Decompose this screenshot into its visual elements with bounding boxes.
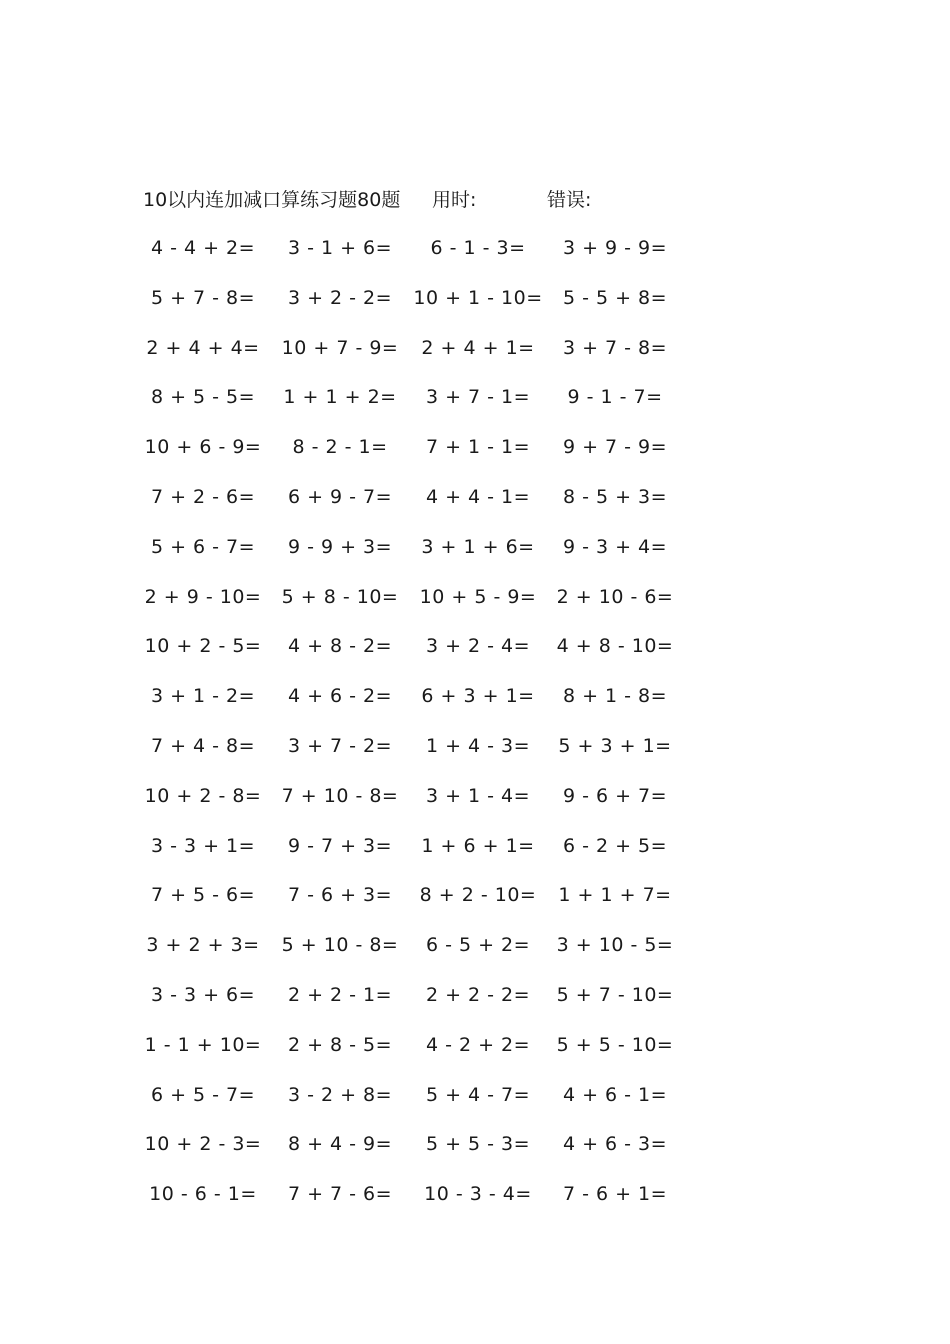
math-problem: 3 + 7 - 2= xyxy=(287,734,393,757)
math-problem: 3 + 7 - 1= xyxy=(425,386,531,409)
math-problem: 6 + 5 - 7= xyxy=(150,1083,256,1106)
problem-row xyxy=(0,1021,950,1071)
math-problem: 9 - 1 - 7= xyxy=(567,386,663,409)
problem-row xyxy=(0,423,950,473)
math-problem: 1 + 4 - 3= xyxy=(425,734,531,757)
math-problem: 7 + 2 - 6= xyxy=(150,485,256,508)
math-problem: 10 + 5 - 9= xyxy=(419,585,537,608)
problem-row xyxy=(0,324,950,374)
math-problem: 5 + 5 - 3= xyxy=(425,1133,531,1156)
math-problem: 3 - 3 + 1= xyxy=(150,834,256,857)
math-problem: 1 - 1 + 10= xyxy=(144,1033,262,1056)
math-problem: 7 + 1 - 1= xyxy=(425,436,531,459)
math-problem: 2 + 10 - 6= xyxy=(556,585,674,608)
math-problem: 10 - 6 - 1= xyxy=(149,1183,257,1206)
math-problem: 1 + 6 + 1= xyxy=(421,834,535,857)
math-problem: 8 + 5 - 5= xyxy=(150,386,256,409)
math-problem: 2 + 9 - 10= xyxy=(144,585,262,608)
math-problem: 3 + 10 - 5= xyxy=(556,934,674,957)
problem-row xyxy=(0,672,950,722)
math-problem: 7 + 5 - 6= xyxy=(150,884,256,907)
math-problem: 2 + 4 + 4= xyxy=(146,336,260,359)
math-problem: 10 + 7 - 9= xyxy=(281,336,399,359)
math-problem: 5 + 6 - 7= xyxy=(150,535,256,558)
math-problem: 10 + 2 - 8= xyxy=(144,784,262,807)
problem-row xyxy=(0,473,950,523)
math-problem: 7 + 7 - 6= xyxy=(287,1183,393,1206)
math-problem: 9 - 9 + 3= xyxy=(287,535,393,558)
math-problem: 9 - 7 + 3= xyxy=(287,834,393,857)
math-problem: 6 + 3 + 1= xyxy=(421,685,535,708)
math-problem: 3 + 9 - 9= xyxy=(562,237,668,259)
math-problem: 5 + 7 - 10= xyxy=(556,983,674,1006)
math-problem: 1 + 1 + 7= xyxy=(558,884,672,907)
math-problem: 10 + 1 - 10= xyxy=(413,286,543,309)
math-problem: 2 + 4 + 1= xyxy=(421,336,535,359)
worksheet-title: 10以内连加减口算练习题80题 xyxy=(143,189,401,211)
math-problem: 4 - 4 + 2= xyxy=(150,237,256,259)
math-problem: 7 + 4 - 8= xyxy=(150,734,256,757)
math-problem: 10 + 2 - 3= xyxy=(144,1133,262,1156)
math-problem: 8 + 4 - 9= xyxy=(287,1133,393,1156)
problem-row xyxy=(0,772,950,822)
math-problem: 6 + 9 - 7= xyxy=(287,485,393,508)
math-problem: 8 + 1 - 8= xyxy=(562,685,668,708)
math-problem: 7 - 6 + 3= xyxy=(287,884,393,907)
math-problem: 5 - 5 + 8= xyxy=(562,286,668,309)
math-problem: 3 + 1 + 6= xyxy=(421,535,535,558)
error-count-label: 错误: xyxy=(547,189,592,211)
math-problem: 9 + 7 - 9= xyxy=(562,436,668,459)
math-problem: 6 - 1 - 3= xyxy=(430,237,526,259)
math-problem: 7 - 6 + 1= xyxy=(562,1183,668,1206)
problem-grid xyxy=(0,224,950,1220)
math-problem: 3 + 2 + 3= xyxy=(146,934,260,957)
problem-row xyxy=(0,822,950,872)
math-problem: 10 + 6 - 9= xyxy=(144,436,262,459)
math-problem: 2 + 8 - 5= xyxy=(287,1033,393,1056)
math-problem: 8 + 2 - 10= xyxy=(419,884,537,907)
math-problem: 5 + 5 - 10= xyxy=(556,1033,674,1056)
problem-row xyxy=(0,1071,950,1121)
math-problem: 8 - 2 - 1= xyxy=(292,436,388,459)
math-problem: 8 - 5 + 3= xyxy=(562,485,668,508)
math-problem: 6 - 5 + 2= xyxy=(425,934,531,957)
problem-row xyxy=(0,523,950,573)
problem-row xyxy=(0,224,950,274)
math-problem: 2 + 2 - 1= xyxy=(287,983,393,1006)
math-problem: 4 - 2 + 2= xyxy=(425,1033,531,1056)
math-problem: 4 + 4 - 1= xyxy=(425,485,531,508)
problem-row xyxy=(0,622,950,672)
problem-row xyxy=(0,274,950,324)
math-problem: 3 + 1 - 2= xyxy=(150,685,256,708)
math-problem: 3 - 1 + 6= xyxy=(287,237,393,259)
math-problem: 10 - 3 - 4= xyxy=(424,1183,532,1206)
math-problem: 5 + 7 - 8= xyxy=(150,286,256,309)
math-problem: 3 + 1 - 4= xyxy=(425,784,531,807)
problem-row xyxy=(0,921,950,971)
math-problem: 1 + 1 + 2= xyxy=(283,386,397,409)
math-problem: 4 + 6 - 1= xyxy=(562,1083,668,1106)
math-problem: 3 + 2 - 2= xyxy=(287,286,393,309)
math-problem: 6 - 2 + 5= xyxy=(562,834,668,857)
math-problem: 4 + 8 - 2= xyxy=(287,635,393,658)
math-problem: 3 - 3 + 6= xyxy=(150,983,256,1006)
math-problem: 2 + 2 - 2= xyxy=(425,983,531,1006)
math-problem: 4 + 8 - 10= xyxy=(556,635,674,658)
problem-row xyxy=(0,1170,950,1220)
time-used-label: 用时: xyxy=(432,189,477,211)
problem-row xyxy=(0,722,950,772)
problem-row xyxy=(0,971,950,1021)
math-problem: 4 + 6 - 3= xyxy=(562,1133,668,1156)
math-problem: 9 - 6 + 7= xyxy=(562,784,668,807)
math-problem: 3 + 7 - 8= xyxy=(562,336,668,359)
math-problem: 7 + 10 - 8= xyxy=(281,784,399,807)
math-problem: 5 + 4 - 7= xyxy=(425,1083,531,1106)
problem-row xyxy=(0,871,950,921)
math-problem: 5 + 10 - 8= xyxy=(281,934,399,957)
math-problem: 9 - 3 + 4= xyxy=(562,535,668,558)
problem-row xyxy=(0,573,950,623)
math-problem: 5 + 3 + 1= xyxy=(558,734,672,757)
math-problem: 3 + 2 - 4= xyxy=(425,635,531,658)
math-problem: 3 - 2 + 8= xyxy=(287,1083,393,1106)
problem-row xyxy=(0,1120,950,1170)
problem-row xyxy=(0,373,950,423)
math-problem: 10 + 2 - 5= xyxy=(144,635,262,658)
math-problem: 5 + 8 - 10= xyxy=(281,585,399,608)
math-problem: 4 + 6 - 2= xyxy=(287,685,393,708)
